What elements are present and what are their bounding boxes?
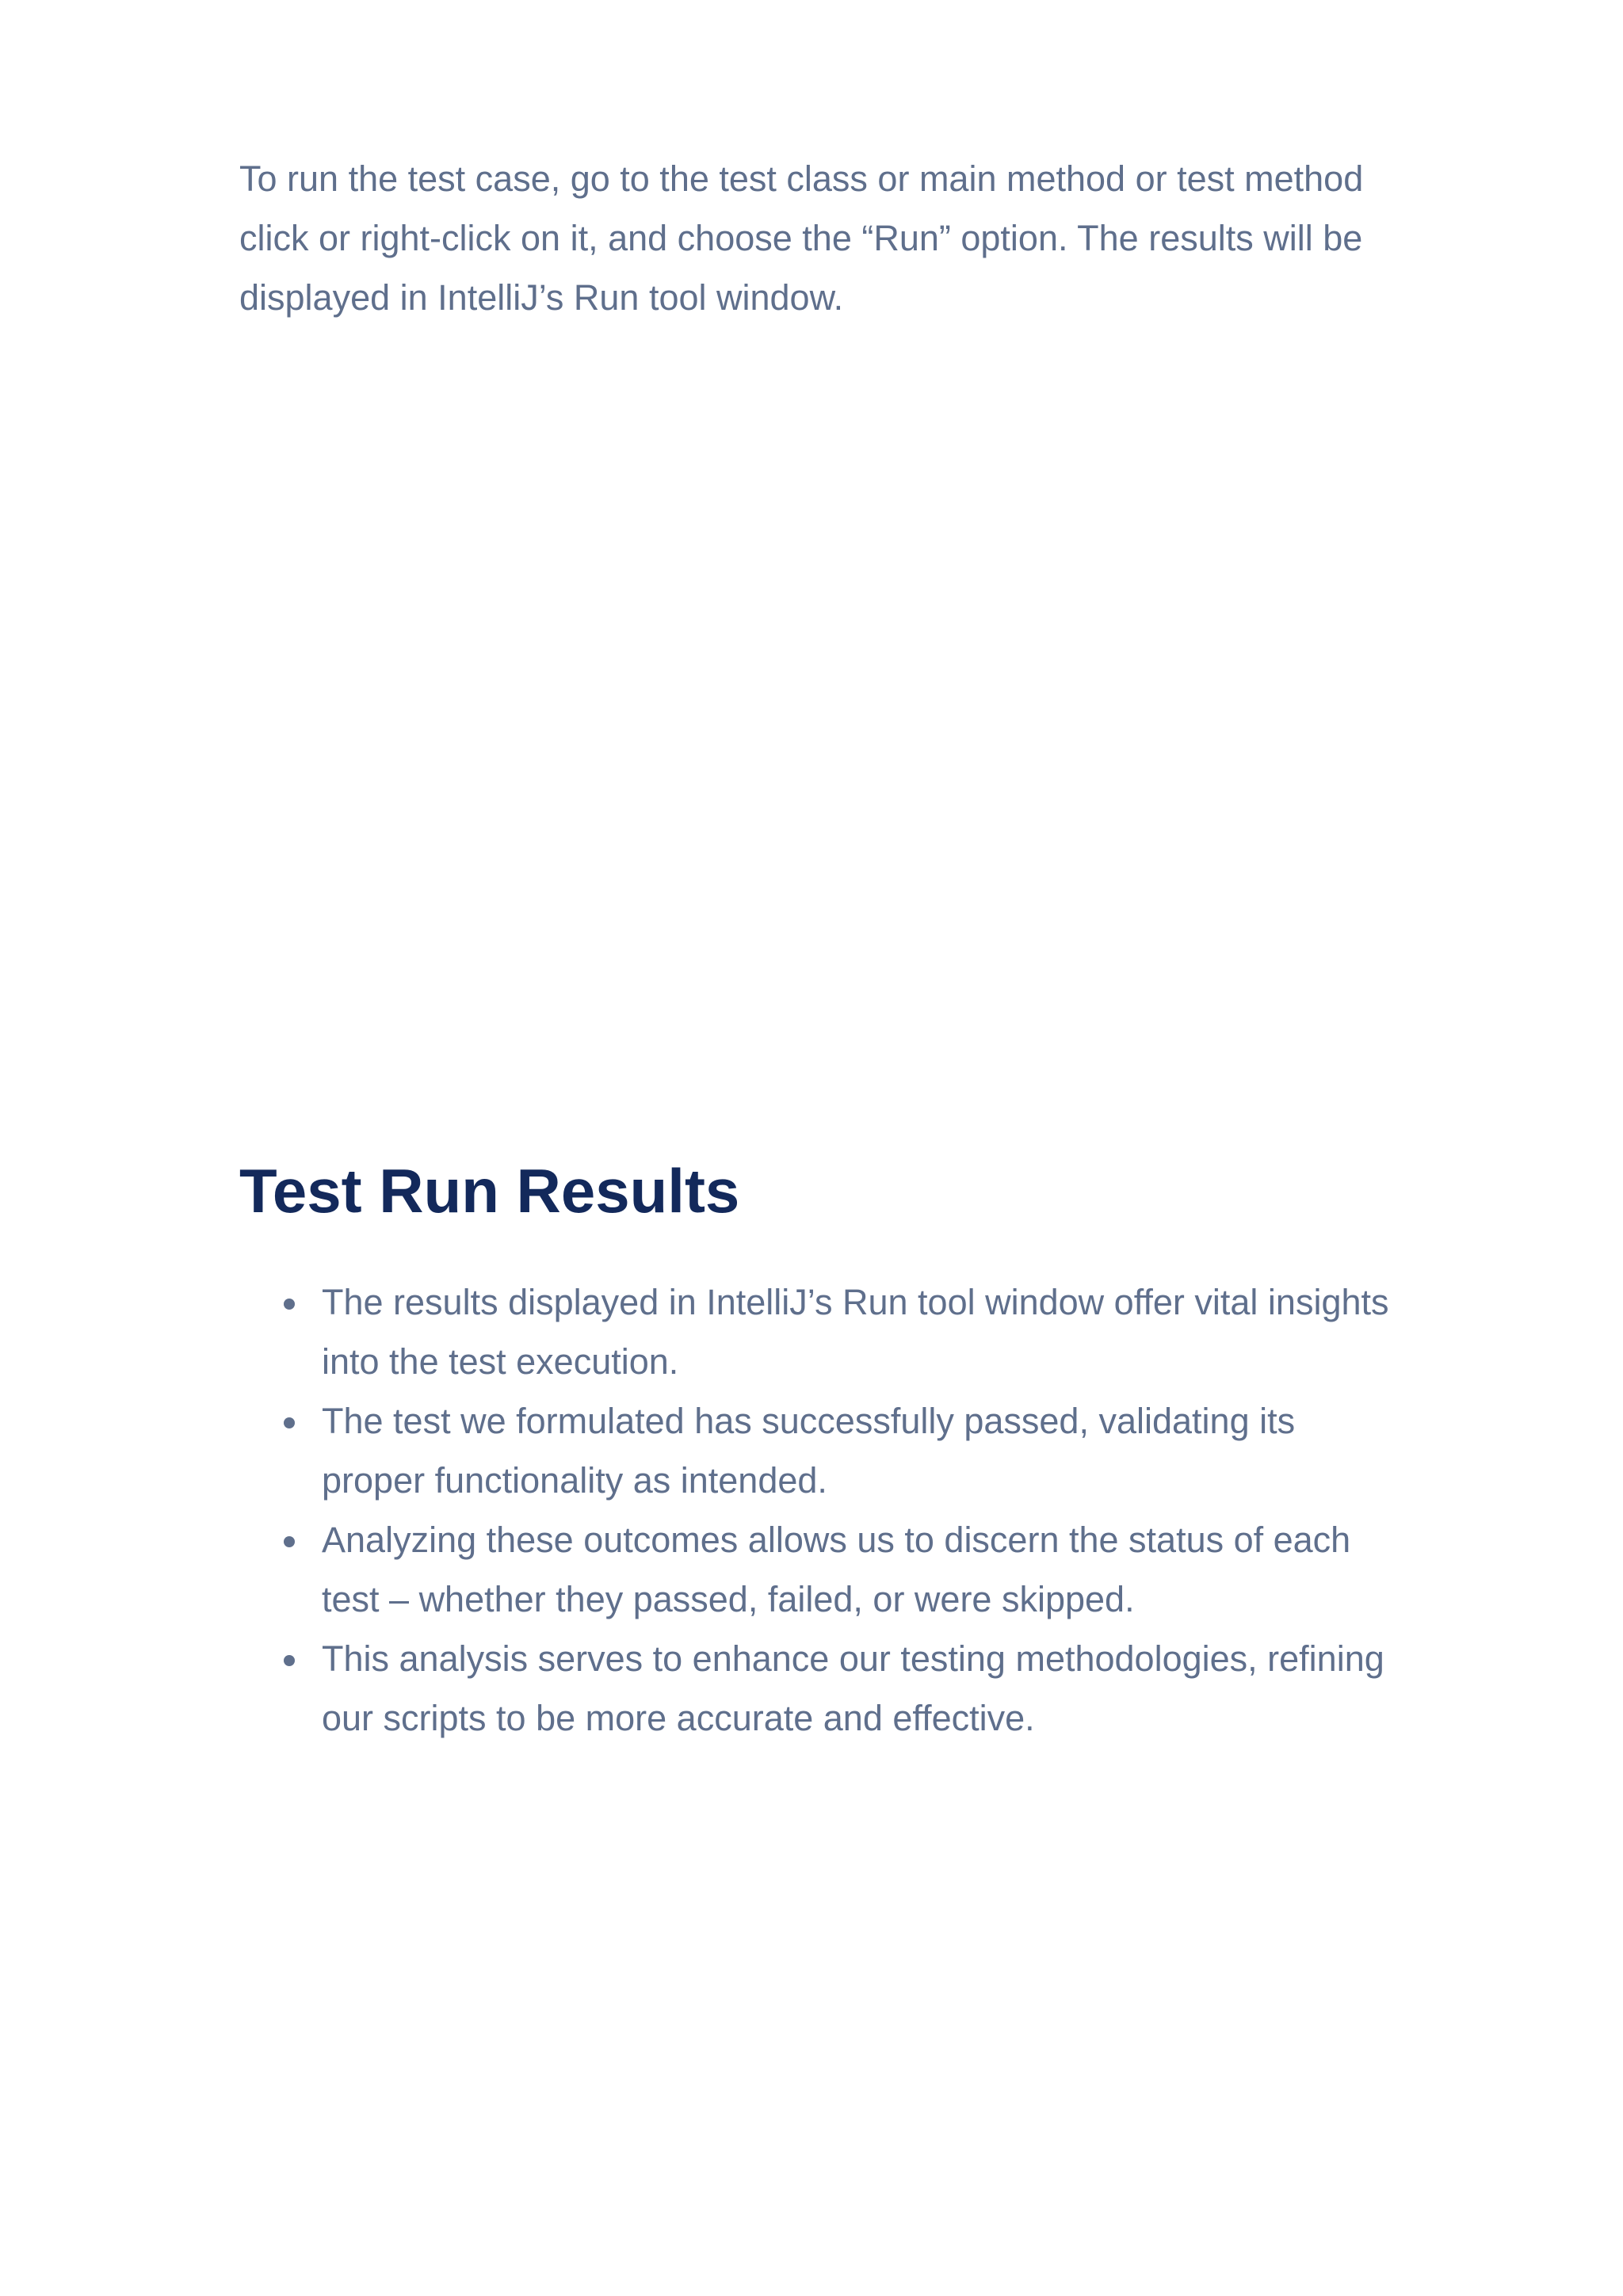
list-item — [239, 1510, 1396, 1629]
list-item-text: The test we formulated has successfully passed, validating its proper functionality as intended. — [322, 1401, 1296, 1501]
list-item-text: This analysis serves to enhance our testing methodologies, refining our scripts to be more accurate and effective. — [322, 1638, 1384, 1738]
bullet-icon — [284, 1299, 295, 1310]
bullet-icon — [284, 1655, 295, 1666]
list-item-text: The results displayed in IntelliJ’s Run tool window offer vital insights into the test execution. — [322, 1282, 1389, 1382]
results-list — [239, 1272, 1396, 1748]
section-heading: Test Run Results — [239, 1156, 740, 1226]
bullet-icon — [284, 1417, 295, 1428]
bullet-icon — [284, 1536, 295, 1547]
list-item — [239, 1629, 1396, 1748]
list-item — [239, 1272, 1396, 1391]
intro-paragraph: To run the test case, go to the test class or main method or test method click or right-click on it, and choose the “Run” option. The results will be displayed in IntelliJ’s Run tool window. — [239, 158, 1364, 318]
list-item — [239, 1391, 1396, 1510]
list-item-text: Analyzing these outcomes allows us to discern the status of each test – whether they passed, failed, or were skipped. — [322, 1520, 1351, 1619]
